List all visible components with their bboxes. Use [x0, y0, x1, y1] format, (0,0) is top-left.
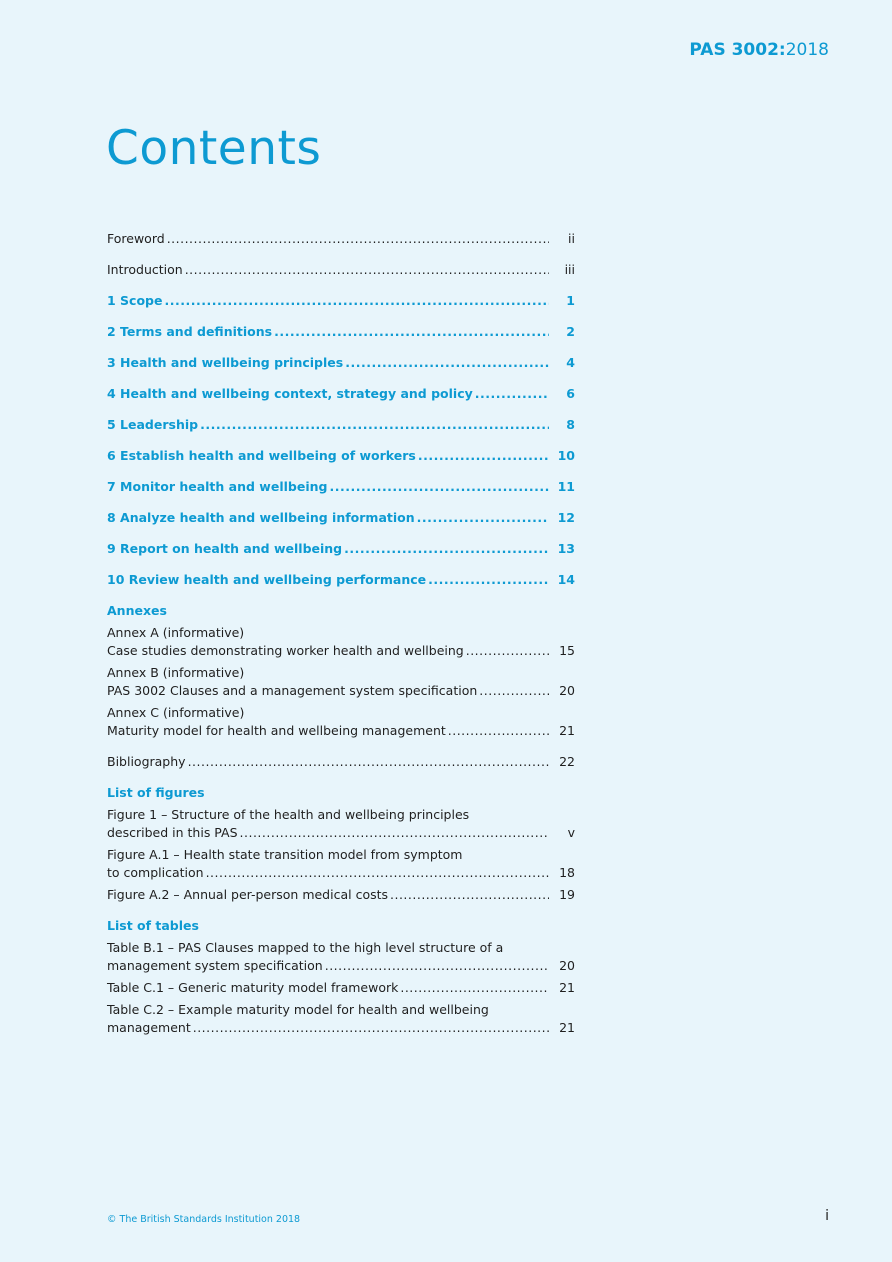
toc-entry-principles[interactable]: 3 Health and wellbeing principles ..... 4: [107, 354, 575, 372]
toc-entry-review[interactable]: 10 Review health and wellbeing performance ..... 14: [107, 571, 575, 589]
toc-entry-table-c1[interactable]: Table C.1 – Generic maturity model framework ..... 21: [107, 979, 575, 997]
toc-entry-establish[interactable]: 6 Establish health and wellbeing of workers ..... 10: [107, 447, 575, 465]
toc-entry-monitor[interactable]: 7 Monitor health and wellbeing ..... 11: [107, 478, 575, 496]
toc-entry-table-b1[interactable]: Table B.1 – PAS Clauses mapped to the high level structure of a management system specification ..... 20: [107, 939, 575, 975]
toc-entry-figure-1[interactable]: Figure 1 – Structure of the health and wellbeing principles described in this PAS ..... v: [107, 806, 575, 842]
page-number: i: [825, 1208, 829, 1224]
table-of-contents: [107, 230, 575, 1041]
toc-entry-context[interactable]: 4 Health and wellbeing context, strategy and policy ..... 6: [107, 385, 575, 403]
toc-entry-terms[interactable]: 2 Terms and definitions ..... 2: [107, 323, 575, 341]
toc-entry-figure-a1[interactable]: Figure A.1 – Health state transition model from symptom to complication ..... 18: [107, 846, 575, 882]
page-title: Contents: [106, 121, 322, 176]
toc-entry-introduction[interactable]: Introduction ..... iii: [107, 261, 575, 279]
toc-entry-bibliography[interactable]: Bibliography ..... 22: [107, 753, 575, 771]
toc-entry-annex-b[interactable]: Annex B (informative) PAS 3002 Clauses and a management system specification ..... 20: [107, 664, 575, 700]
toc-entry-scope[interactable]: 1 Scope ..... 1: [107, 292, 575, 310]
tables-heading: List of tables: [107, 918, 199, 933]
toc-entry-leadership[interactable]: 5 Leadership ..... 8: [107, 416, 575, 434]
toc-entry-analyze[interactable]: 8 Analyze health and wellbeing information ..... 12: [107, 509, 575, 527]
toc-entry-annex-c[interactable]: Annex C (informative) Maturity model for health and wellbeing management ..... 21: [107, 704, 575, 740]
header-doc-id: PAS 3002:: [689, 40, 786, 60]
running-header: [689, 40, 829, 60]
toc-entry-figure-a2[interactable]: Figure A.2 – Annual per-person medical costs ..... 19: [107, 886, 575, 904]
annexes-heading: Annexes: [107, 603, 167, 618]
toc-entry-table-c2[interactable]: Table C.2 – Example maturity model for health and wellbeing management ..... 21: [107, 1001, 575, 1037]
header-year: 2018: [785, 40, 829, 60]
toc-entry-foreword[interactable]: Foreword ..... ii: [107, 230, 575, 248]
toc-entry-report[interactable]: 9 Report on health and wellbeing ..... 13: [107, 540, 575, 558]
toc-entry-annex-a[interactable]: Annex A (informative) Case studies demonstrating worker health and wellbeing ..... 15: [107, 624, 575, 660]
copyright-footer: © The British Standards Institution 2018: [107, 1214, 301, 1225]
toc-main-entries: [107, 230, 575, 589]
figures-heading: List of figures: [107, 785, 205, 800]
